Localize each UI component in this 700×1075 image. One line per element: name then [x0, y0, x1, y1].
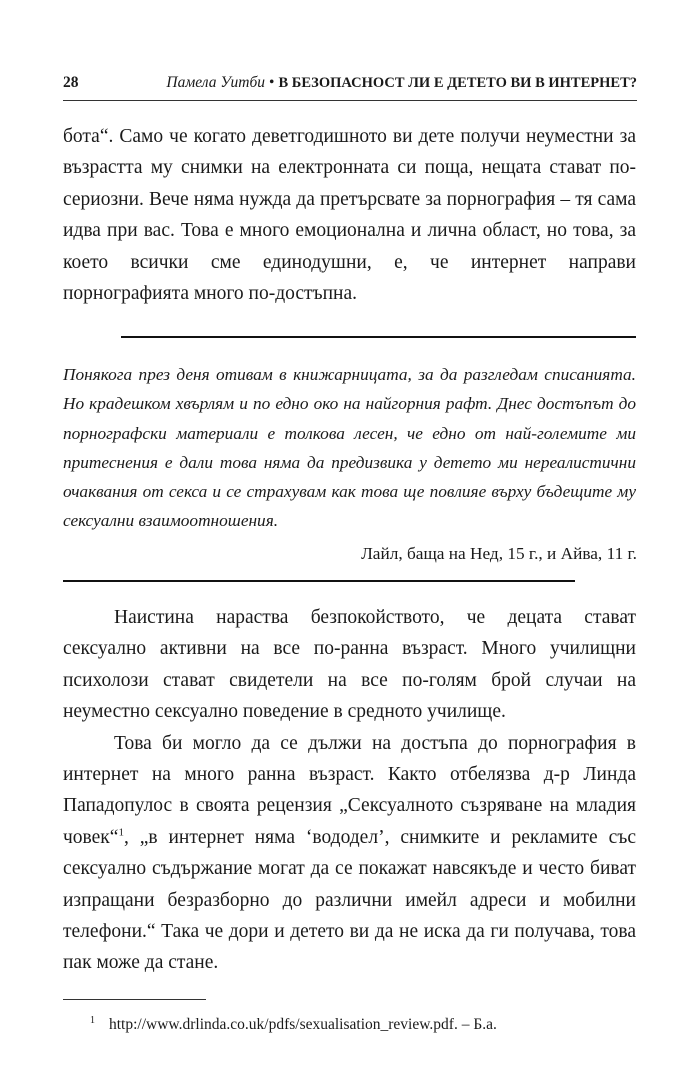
paragraph-anxiety: Наистина нараства безпокойството, че децата стават сексуално активни на все по-ранна възраст. Много училищни психолози стават свидетели на все по-голям брой случаи на неуместно сексуално поведение в средното училище. [63, 607, 636, 723]
author-name: Памела Уитби [166, 74, 266, 91]
quote-attribution: Лайл, баща на Нед, 15 г., и Айва, 11 г. [361, 544, 637, 563]
paragraph-text-before-ref: Това би могло да се дължи на достъпа до порнография в интернет на много ранна възраст. Както отбелязва д-р Линда Пападопулос в своята рецензия „Сексуалното съзряване на младия човек“ [63, 732, 636, 848]
paragraph-continued: бота“. Само че когато деветгодишното ви дете получи неуместни за възрастта му снимки на електронната си поща, нещата стават по-сериозни. Вече няма нужда да претърсвате за порнография – тя сама идва при вас. Това е много емоционална и лична област, но това, за което всички сме единодушни, е, че интернет направи порнографията много по-достъпна. [63, 126, 636, 305]
quote-rule-top [121, 336, 636, 338]
book-title: В БЕЗОПАСНОСТ ЛИ Е ДЕТЕТО ВИ В ИНТЕРНЕТ? [278, 75, 637, 91]
quote-rule-bottom [63, 580, 575, 582]
header-separator: • [269, 74, 275, 91]
paragraph-text-after-ref: , „в интернет няма ‘вододел’, снимките и рекламите със сексуално съдържание могат да се покажат навсякъде и често биват изпращани безразборно до различни имейл адреси и мобилни телефони.“ Така че дори и детето ви да не иска да ги получава, това пак може да стане. [63, 826, 636, 974]
body-text-top [63, 121, 636, 309]
footnote-text: http://www.drlinda.co.uk/pdfs/sexualisation_review.pdf. – Б.а. [109, 1016, 497, 1034]
footnote-mark: 1 [90, 1015, 95, 1026]
footnote [90, 1010, 497, 1036]
quote-text: Понякога през деня отивам в книжарницата, за да разгледам списанията. Но крадешком хвърлям и по едно око на найгорния рафт. Днес достъпът до порнографски материали е толкова лесен, че едно от най-големите ми притеснения е дали това няма да предизвика у детето ми нереалистични очаквания от секса и се страхувам как това ще повлияе върху бъдещите му сексуални взаимоотношения. [63, 365, 636, 531]
body-text-bottom [63, 602, 636, 979]
footnote-ref-mark: 1 [118, 826, 124, 839]
paragraph-papadopoulos [63, 728, 636, 979]
header-right [166, 72, 637, 94]
header-rule [63, 100, 637, 101]
footnote-rule [63, 999, 206, 1000]
running-head [63, 72, 637, 94]
page-number: 28 [63, 74, 79, 91]
pull-quote [63, 360, 636, 536]
